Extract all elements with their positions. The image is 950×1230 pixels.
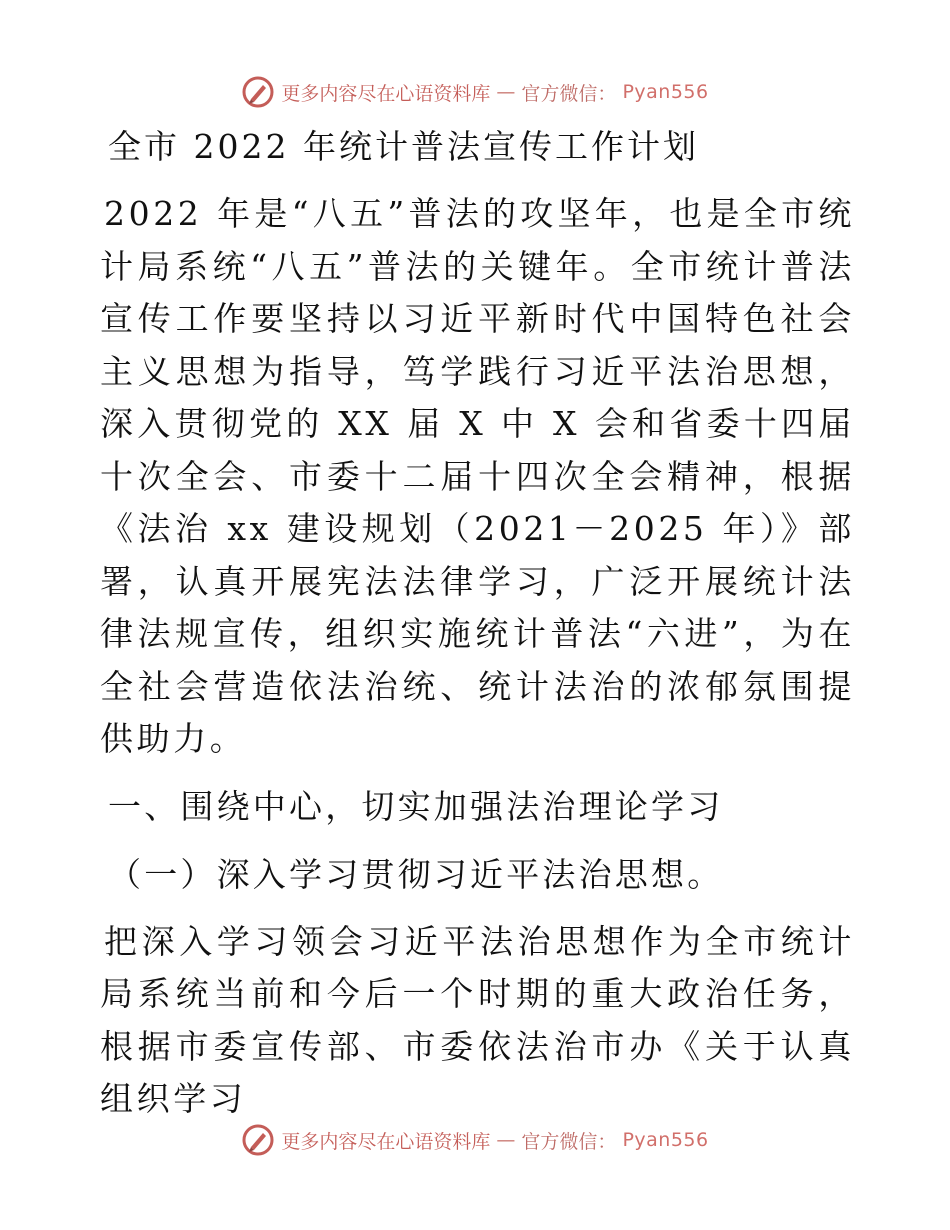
watermark-label: 官方微信： xyxy=(521,82,617,105)
pen-logo-icon xyxy=(241,1123,275,1157)
watermark-separator: — xyxy=(496,81,516,103)
watermark-label: 官方微信： xyxy=(521,1130,617,1153)
intro-paragraph xyxy=(100,188,855,766)
watermark-wechat-id: Pyan556 xyxy=(622,1129,709,1151)
subsection-paragraph-1 xyxy=(100,916,855,1126)
intro-text: 2022 年是“八五”普法的攻坚年，也是全市统计局系统“八五”普法的关键年。全市统计普法宣传工作要坚持以习近平新时代中国特色社会主义思想为指导，笃学践行习近平法治思想，深入贯彻党的 XX 届 X 中 X 会和省委十四届十次全会、市委十二届十四次全会精神，根据《法治 xx 建设规划（2021－2025 年）》部署，认真开展宪法法律学习，广泛开展统计法律法规宣传，组织实施统计普法“六进”，为在全社会营造依法治统、统计法治的浓郁氛围提供助力。 xyxy=(100,194,855,758)
document-body xyxy=(100,120,855,1140)
watermark-site-text: 更多内容尽在心语资料库 xyxy=(281,82,491,105)
section-heading-1: 一、围绕中心，切实加强法治理论学习 xyxy=(108,786,724,826)
subsection-text: 把深入学习领会习近平法治思想作为全市统计局系统当前和今后一个时期的重大政治任务，根据市委宣传部、市委依法治市办《关于认真组织学习 xyxy=(100,921,855,1118)
watermark-footer xyxy=(0,1120,950,1160)
watermark-separator: — xyxy=(496,1129,516,1151)
watermark-site-text: 更多内容尽在心语资料库 xyxy=(281,1130,491,1153)
document-title: 全市 2022 年统计普法宣传工作计划 xyxy=(108,127,699,166)
subsection-heading-1: （一）深入学习贯彻习近平法治思想。 xyxy=(108,854,724,894)
watermark-header xyxy=(0,72,950,112)
pen-logo-icon xyxy=(241,75,275,109)
watermark-wechat-id: Pyan556 xyxy=(622,81,709,103)
